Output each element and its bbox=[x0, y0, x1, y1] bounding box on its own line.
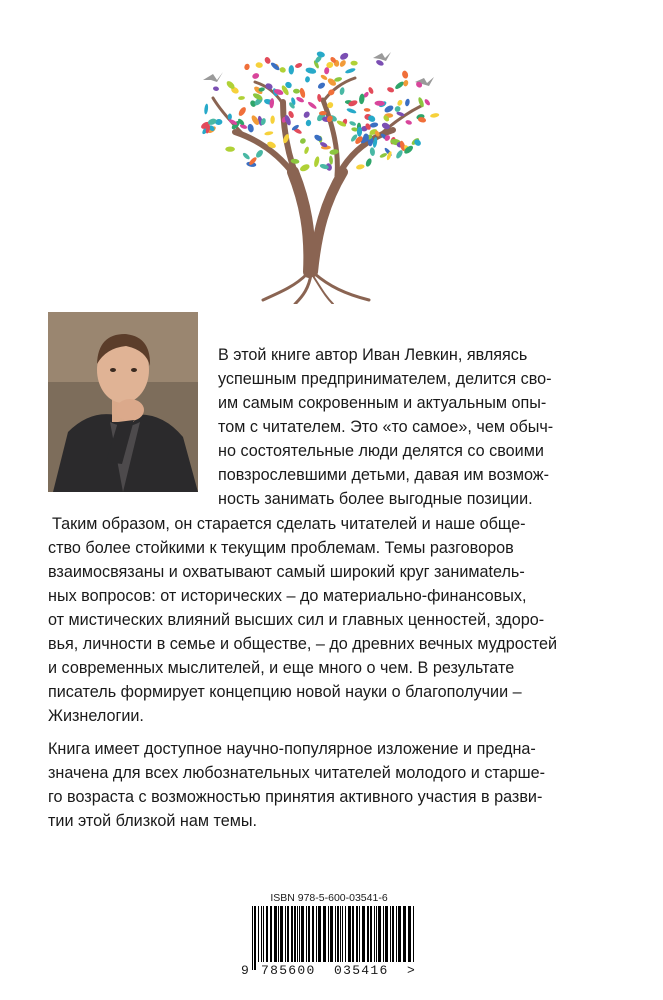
leaf bbox=[307, 101, 318, 110]
leaf bbox=[264, 131, 273, 136]
barcode-bar bbox=[287, 906, 289, 962]
leaf bbox=[339, 87, 345, 96]
intro-line: но состоятельные люди делятся со своими bbox=[218, 442, 544, 460]
barcode-bar bbox=[301, 906, 304, 962]
body-line: ство более стойкими к текущим проблемам. Темы разговоров bbox=[48, 539, 514, 557]
barcode-bar bbox=[356, 906, 358, 962]
leaf bbox=[305, 119, 311, 126]
body-paragraph bbox=[48, 512, 557, 728]
leaf bbox=[339, 51, 350, 61]
leaf bbox=[430, 113, 440, 119]
leaf bbox=[293, 89, 300, 94]
leaf bbox=[403, 79, 409, 87]
barcode-bar bbox=[398, 906, 401, 962]
leaf bbox=[317, 81, 326, 90]
barcode-bar bbox=[403, 906, 406, 962]
barcode-digit-group1: 785600 bbox=[261, 963, 316, 978]
body-line: писатель формирует концепцию новой науки о благополучии – bbox=[48, 683, 522, 701]
leaf bbox=[401, 70, 409, 79]
barcode-bar bbox=[348, 906, 351, 962]
barcode-digit-end: > bbox=[407, 963, 415, 978]
leaf bbox=[288, 65, 294, 75]
leaf bbox=[237, 106, 247, 117]
barcode-bar bbox=[254, 906, 256, 970]
barcode-bar bbox=[297, 906, 298, 962]
leaf bbox=[375, 59, 384, 67]
barcode-bar bbox=[390, 906, 391, 962]
leaf bbox=[394, 80, 405, 90]
barcode-bar bbox=[328, 906, 329, 962]
leaf bbox=[264, 82, 273, 90]
barcode-bar bbox=[263, 906, 264, 962]
leaf bbox=[365, 157, 373, 167]
closing-paragraph bbox=[48, 737, 545, 833]
body-line: вья, личности в семье и обществе, – до древних вечных мудростей bbox=[48, 635, 558, 653]
body-line: Таким образом, он старается сделать читателей и наше обще- bbox=[52, 515, 526, 533]
intro-line: им самым сокровенным и актуальным опы- bbox=[218, 394, 547, 412]
leaf bbox=[305, 67, 317, 75]
barcode-bars bbox=[248, 906, 418, 970]
isbn-barcode bbox=[240, 892, 418, 984]
barcode-bar bbox=[367, 906, 369, 962]
body-line: ных вопросов: от исторических – до материально-финансовых, bbox=[48, 587, 527, 605]
leaf bbox=[238, 96, 245, 100]
body-line: от мистических влияний высших сил и главных ценностей, здоро- bbox=[48, 611, 545, 629]
barcode-bar bbox=[318, 906, 321, 962]
intro-line: В этой книге автор Иван Левкин, являясь bbox=[218, 346, 528, 364]
barcode-bar bbox=[278, 906, 279, 962]
leaf bbox=[369, 147, 375, 156]
leaf bbox=[251, 72, 260, 80]
barcode-bar bbox=[258, 906, 259, 962]
leaf bbox=[213, 86, 220, 91]
leaf bbox=[339, 59, 347, 68]
barcode-bar bbox=[340, 906, 341, 962]
closing-line: значена для всех любознательных читателей молодого и старше- bbox=[48, 764, 546, 782]
barcode-bar bbox=[316, 906, 317, 962]
leaf bbox=[350, 61, 357, 66]
barcode-bar bbox=[285, 906, 286, 962]
author-portrait bbox=[48, 312, 198, 492]
body-line: Жизнелогии. bbox=[48, 707, 144, 725]
body-line: и современных мыслителей, и еще много о чем. В результате bbox=[48, 659, 515, 677]
leaf bbox=[269, 98, 274, 109]
leaf bbox=[324, 67, 330, 75]
barcode-bar bbox=[376, 906, 377, 962]
closing-line: Книга имеет доступное научно-популярное изложение и предна- bbox=[48, 740, 536, 758]
barcode-bar bbox=[270, 906, 272, 962]
leaf bbox=[225, 147, 235, 152]
barcode-bar bbox=[342, 906, 343, 962]
tree-illustration bbox=[183, 42, 453, 304]
barcode-digits bbox=[240, 962, 418, 980]
barcode-digit-first: 9 bbox=[241, 963, 249, 978]
leaf bbox=[383, 104, 394, 114]
tree-leaves bbox=[200, 51, 440, 173]
leaf bbox=[299, 163, 311, 173]
leaf bbox=[405, 119, 413, 125]
leaf bbox=[320, 74, 328, 81]
barcode-bar bbox=[266, 906, 268, 962]
barcode-bar bbox=[396, 906, 397, 962]
barcode-bar bbox=[374, 906, 375, 962]
leaf bbox=[346, 107, 357, 114]
barcode-bar bbox=[280, 906, 283, 962]
barcode-bar bbox=[252, 906, 253, 970]
leaf bbox=[395, 149, 404, 160]
leaf bbox=[349, 120, 357, 126]
leaf bbox=[329, 155, 334, 164]
barcode-digit-group2: 035416 bbox=[334, 963, 389, 978]
closing-line: тии этой близкой нам темы. bbox=[48, 812, 257, 830]
barcode-bar bbox=[352, 906, 354, 962]
isbn-label: ISBN 978-5-600-03541-6 bbox=[270, 892, 388, 904]
barcode-bar bbox=[291, 906, 293, 962]
leaf bbox=[386, 86, 394, 93]
barcode-bar bbox=[261, 906, 262, 962]
barcode-bar bbox=[337, 906, 339, 962]
barcode-bar bbox=[359, 906, 360, 962]
author-photo bbox=[48, 312, 198, 492]
leaf bbox=[364, 108, 371, 112]
intro-paragraph bbox=[218, 343, 553, 511]
barcode-bar bbox=[362, 906, 365, 962]
barcode-bar bbox=[385, 906, 388, 962]
leaf bbox=[299, 137, 307, 145]
barcode-bar bbox=[312, 906, 314, 962]
leaf bbox=[424, 98, 432, 106]
leaf bbox=[299, 87, 306, 98]
barcode-bar bbox=[408, 906, 411, 962]
leaf bbox=[396, 99, 403, 107]
leaf bbox=[247, 123, 255, 133]
leaf bbox=[356, 164, 365, 170]
leaf bbox=[279, 66, 287, 73]
barcode-bar bbox=[413, 906, 414, 970]
leaf bbox=[242, 152, 251, 161]
barcode-bar bbox=[370, 906, 372, 962]
body-line: взаимосвязаны и охватывают самый широкий круг занимatель- bbox=[48, 563, 525, 581]
intro-line: том с читателем. Это «то самое», чем обыч- bbox=[218, 418, 554, 436]
leaf bbox=[303, 146, 309, 155]
leaf bbox=[264, 56, 272, 65]
leaf bbox=[305, 76, 311, 83]
leaf bbox=[369, 122, 378, 128]
leaf bbox=[204, 103, 209, 114]
intro-line: успешным предпринимателем, делится сво- bbox=[218, 370, 552, 388]
barcode-bar bbox=[274, 906, 277, 962]
barcode-bar bbox=[335, 906, 336, 970]
barcode-bar bbox=[392, 906, 394, 962]
barcode-bar bbox=[330, 906, 333, 962]
closing-line: го возраста с возможностью принятия активного участия в разви- bbox=[48, 788, 543, 806]
barcode-bar bbox=[294, 906, 296, 962]
leaf bbox=[270, 115, 275, 124]
leaf bbox=[244, 63, 251, 71]
barcode-bar bbox=[345, 906, 346, 962]
barcode-bar bbox=[308, 906, 310, 962]
leaf bbox=[302, 110, 311, 119]
leaf bbox=[313, 156, 320, 168]
leaf bbox=[255, 62, 263, 68]
leaf bbox=[270, 61, 281, 71]
barcode-bar bbox=[306, 906, 307, 962]
intro-line: повзрослевшими детьми, давая им возмож- bbox=[218, 466, 550, 484]
barcode-bar bbox=[383, 906, 384, 962]
leaf bbox=[393, 105, 401, 113]
barcode-bar bbox=[378, 906, 381, 962]
leaf bbox=[255, 149, 265, 159]
leaf bbox=[404, 98, 410, 106]
leaf bbox=[379, 152, 388, 159]
intro-line: ность занимать более выгодные позиции. bbox=[218, 490, 533, 508]
leaf bbox=[345, 67, 356, 74]
barcode-bar bbox=[299, 906, 300, 962]
leaf bbox=[294, 62, 303, 69]
barcode-bar bbox=[323, 906, 326, 962]
